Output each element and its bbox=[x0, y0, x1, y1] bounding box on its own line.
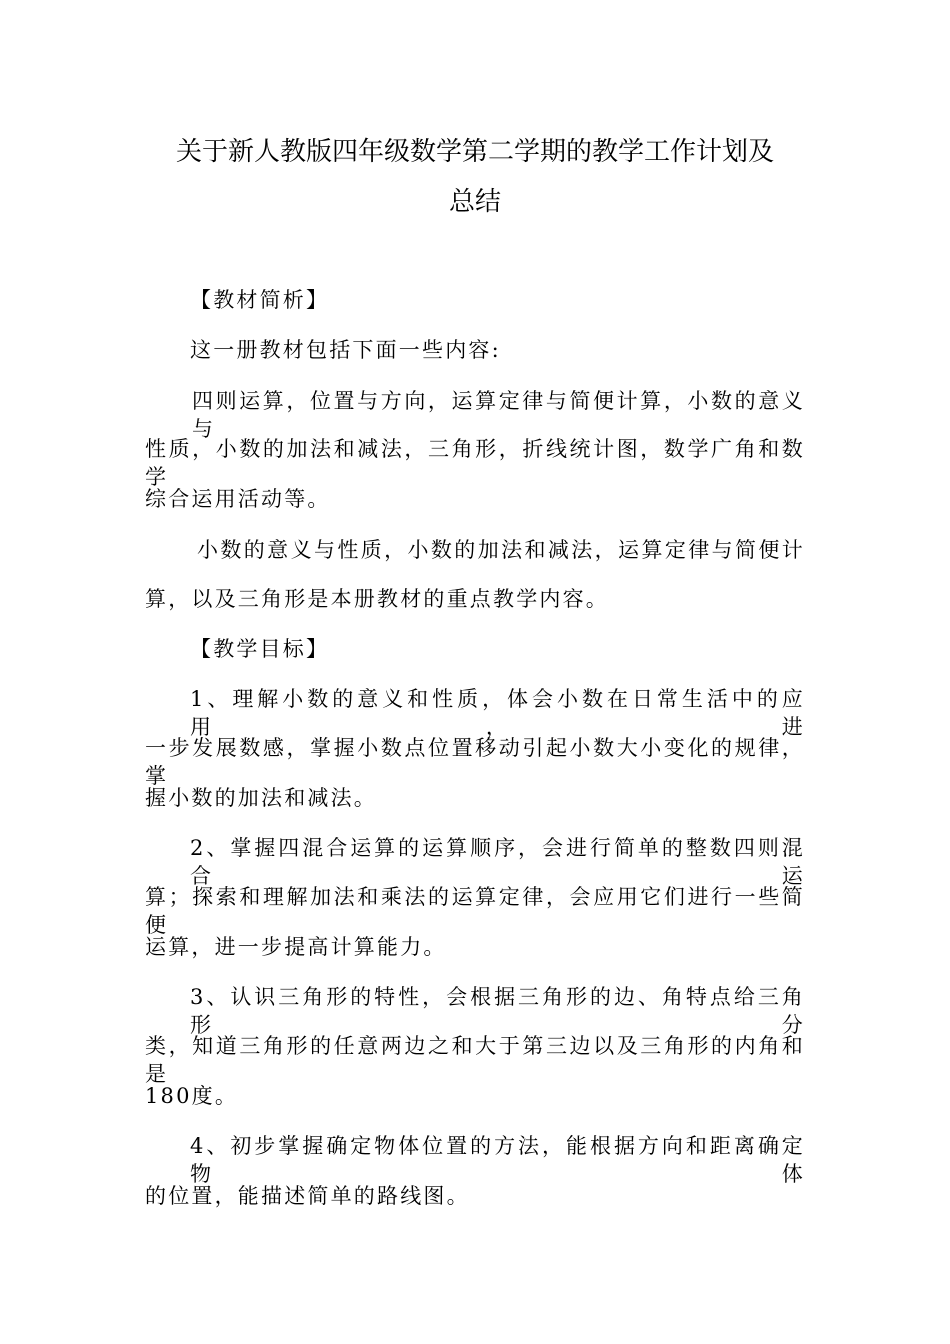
paragraph-line: 算；探索和理解加法和乘法的运算定律，会应用它们进行一些简便 bbox=[145, 885, 805, 937]
paragraph-line: 3、认识三角形的特性，会根据三角形的边、角特点给三角形分 bbox=[190, 985, 805, 1037]
paragraph-line: 180度。 bbox=[145, 1084, 239, 1108]
paragraph-line: 四则运算，位置与方向，运算定律与简便计算，小数的意义与 bbox=[192, 389, 805, 441]
paragraph-line: 运算，进一步提高计算能力。 bbox=[145, 935, 447, 959]
paragraph-line: 类，知道三角形的任意两边之和大于第三边以及三角形的内角和是 bbox=[145, 1034, 805, 1086]
paragraph-line: 的位置，能描述简单的路线图。 bbox=[145, 1184, 470, 1208]
paragraph-line: 综合运用活动等。 bbox=[145, 487, 331, 511]
document-title-line-2: 总结 bbox=[448, 187, 501, 217]
paragraph-line: 性质，小数的加法和减法，三角形，折线统计图，数学广角和数学 bbox=[145, 437, 805, 489]
paragraph-line: 算，以及三角形是本册教材的重点教学内容。 bbox=[145, 587, 609, 611]
paragraph-line: 握小数的加法和减法。 bbox=[145, 786, 377, 810]
section-heading-teaching-goals: 【教学目标】 bbox=[190, 637, 330, 661]
paragraph-line: 小数的意义与性质，小数的加法和减法，运算定律与简便计 bbox=[197, 538, 805, 562]
document-title-line-1: 关于新人教版四年级数学第二学期的教学工作计划及 bbox=[175, 137, 774, 167]
section-heading-textbook-analysis: 【教材简析】 bbox=[190, 288, 330, 312]
paragraph-line: 1、理解小数的意义和性质，体会小数在日常生活中的应用，进 bbox=[190, 687, 805, 739]
paragraph-line: 4、初步掌握确定物体位置的方法，能根据方向和距离确定物体 bbox=[190, 1134, 805, 1186]
paragraph-line: 这一册教材包括下面一些内容: bbox=[190, 338, 501, 362]
paragraph-line: 一步发展数感，掌握小数点位置移动引起小数大小变化的规律，掌 bbox=[145, 736, 805, 788]
paragraph-line: 2、掌握四混合运算的运算顺序，会进行简单的整数四则混合运 bbox=[190, 836, 805, 888]
